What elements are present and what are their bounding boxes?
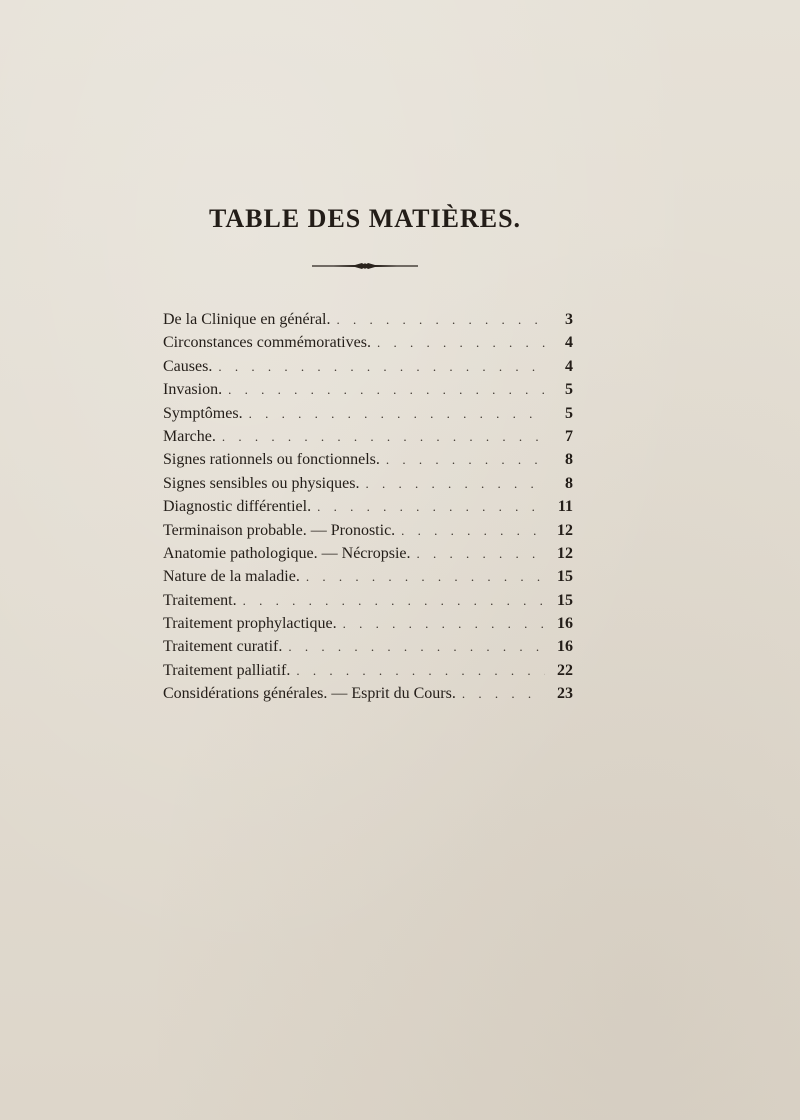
toc-entry-label: Signes rationnels ou fonctionnels. [163, 451, 380, 469]
toc-entry-page: 22 [557, 661, 573, 679]
toc-entry-page: 16 [557, 615, 573, 633]
toc-entry [163, 682, 573, 705]
toc-entry-label: Diagnostic différentiel. [163, 498, 312, 516]
dot-leader [337, 308, 546, 331]
toc-entry [163, 542, 573, 565]
table-of-contents [163, 308, 573, 706]
dot-leader [296, 659, 545, 682]
dot-leader [317, 495, 545, 518]
toc-entry-page: 4 [565, 334, 573, 352]
toc-entry [163, 402, 573, 425]
toc-entry-page: 8 [565, 451, 573, 469]
toc-entry [163, 495, 573, 518]
dot-leader [377, 331, 545, 354]
toc-entry [163, 659, 573, 682]
dot-leader [218, 355, 545, 378]
toc-entry-page: 11 [557, 498, 573, 516]
toc-entry-label: Nature de la maladie. [163, 568, 300, 586]
dot-leader [222, 425, 545, 448]
toc-entry-label: Circonstances commémoratives. [163, 334, 371, 352]
dot-leader [243, 589, 545, 612]
toc-entry-label: Anatomie pathologique. — Nécropsie. [163, 544, 411, 562]
page-title: TABLE DES MATIÈRES. [208, 204, 522, 233]
ornament-rule-icon [310, 258, 420, 274]
toc-entry-page: 7 [565, 427, 573, 445]
dot-leader [249, 402, 545, 425]
toc-entry-page: 12 [557, 521, 573, 539]
toc-entry [163, 565, 573, 588]
toc-entry-page: 15 [557, 591, 573, 609]
toc-entry [163, 612, 573, 635]
toc-entry-label: Invasion. [163, 381, 223, 399]
toc-entry-page: 4 [565, 357, 573, 375]
toc-entry-label: Traitement curatif. [163, 638, 283, 656]
dot-leader [306, 565, 545, 588]
toc-entry-label: Marche. [163, 427, 216, 445]
toc-entry-page: 16 [557, 638, 573, 656]
dot-leader [288, 635, 545, 658]
toc-entry-page: 5 [565, 404, 573, 422]
dot-leader [343, 612, 545, 635]
dot-leader [462, 682, 545, 705]
toc-entry [163, 635, 573, 658]
toc-entry-label: Traitement prophylactique. [163, 615, 337, 633]
dot-leader [228, 378, 545, 401]
toc-entry-label: De la Clinique en général. [163, 311, 331, 328]
toc-entry [163, 331, 573, 354]
toc-entry [163, 448, 573, 471]
toc-entry-page: 3 [565, 311, 573, 328]
toc-entry-page: 5 [565, 381, 573, 399]
toc-entry [163, 519, 573, 542]
toc-entry [163, 589, 573, 612]
toc-entry-page: 8 [565, 474, 573, 492]
toc-entry [163, 308, 573, 331]
toc-entry [163, 425, 573, 448]
toc-entry-label: Terminaison probable. — Pronostic. [163, 521, 396, 539]
toc-entry-label: Signes sensibles ou physiques. [163, 474, 360, 492]
toc-entry-label: Causes. [163, 357, 213, 375]
toc-entry [163, 355, 573, 378]
toc-entry-label: Symptômes. [163, 404, 243, 422]
toc-entry [163, 378, 573, 401]
toc-entry [163, 472, 573, 495]
toc-entry-page: 15 [557, 568, 573, 586]
toc-entry-page: 23 [557, 685, 573, 703]
toc-entry-label: Considérations générales. — Esprit du Cours. [163, 685, 456, 703]
dot-leader [401, 519, 545, 542]
dot-leader [386, 448, 545, 471]
toc-entry-page: 12 [557, 544, 573, 562]
toc-entry-label: Traitement. [163, 591, 237, 609]
toc-entry-label: Traitement palliatif. [163, 661, 291, 679]
dot-leader [417, 542, 546, 565]
dot-leader [365, 472, 545, 495]
